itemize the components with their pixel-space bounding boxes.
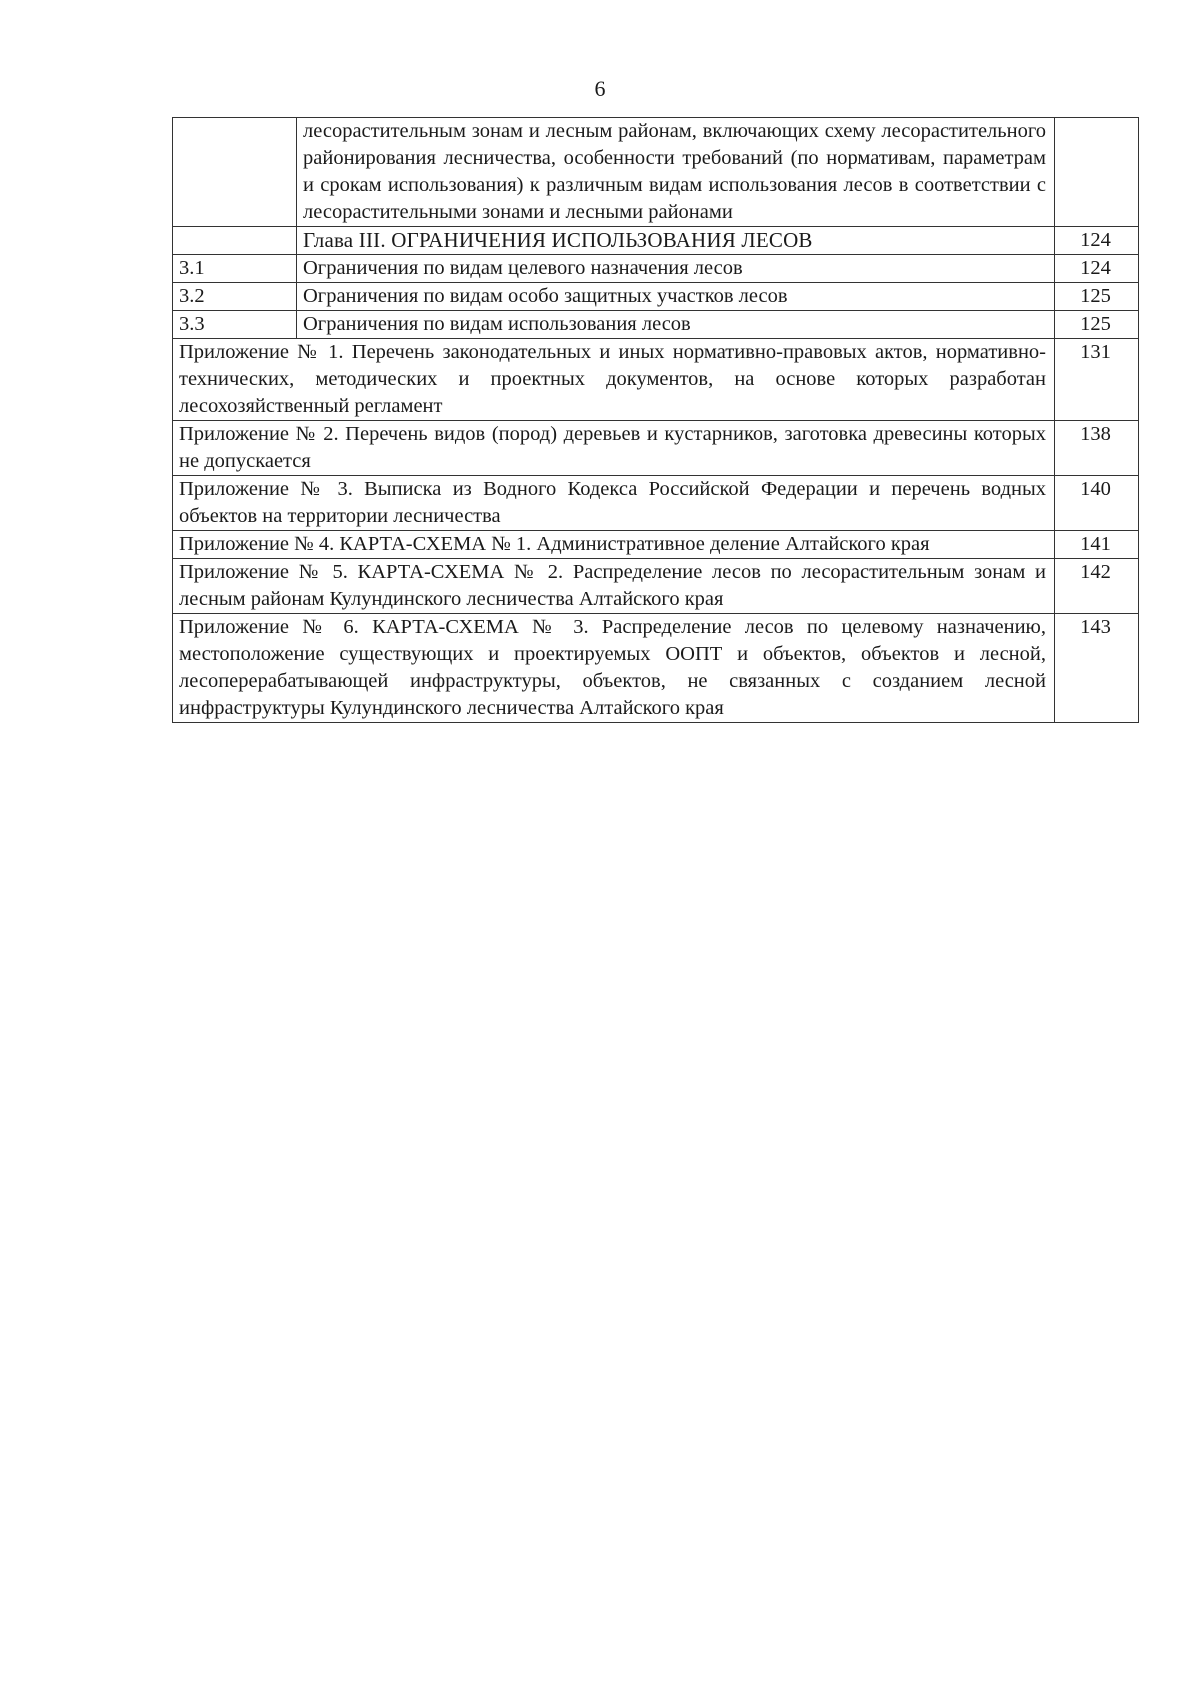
toc-appendix-text: Приложение № 3. Выписка из Водного Кодекса Российской Федерации и перечень водных объектов на территории лесничества bbox=[173, 476, 1055, 531]
toc-page-number: 124 bbox=[1055, 255, 1139, 283]
toc-page-number: 125 bbox=[1055, 311, 1139, 339]
toc-appendix-row bbox=[173, 559, 1139, 614]
toc-row bbox=[173, 227, 1139, 255]
toc-page-number: 131 bbox=[1055, 339, 1139, 421]
toc-page-number: 143 bbox=[1055, 614, 1139, 723]
toc-page-number: 124 bbox=[1055, 227, 1139, 255]
toc-section-number: 3.3 bbox=[173, 311, 297, 339]
toc-appendix-row bbox=[173, 614, 1139, 723]
toc-page-number bbox=[1055, 118, 1139, 227]
toc-section-number: 3.1 bbox=[173, 255, 297, 283]
toc-appendix-row bbox=[173, 421, 1139, 476]
toc-page-number: 125 bbox=[1055, 283, 1139, 311]
toc-appendix-text: Приложение № 6. КАРТА-СХЕМА № 3. Распределение лесов по целевому назначению, местоположение существующих и проектируемых ООПТ и объектов, объектов и лесной, лесоперерабатывающей инфраструктуры, объектов, не связанных с созданием лесной инфраструктуры Кулундинского лесничества Алтайского края bbox=[173, 614, 1055, 723]
toc-page-number: 141 bbox=[1055, 531, 1139, 559]
toc-section-number: 3.2 bbox=[173, 283, 297, 311]
toc-entry-text: Ограничения по видам особо защитных участков лесов bbox=[297, 283, 1055, 311]
toc-row bbox=[173, 283, 1139, 311]
toc-page-number: 138 bbox=[1055, 421, 1139, 476]
toc-section-number bbox=[173, 227, 297, 255]
toc-row bbox=[173, 255, 1139, 283]
toc-section-number bbox=[173, 118, 297, 227]
toc-appendix-row bbox=[173, 531, 1139, 559]
toc-appendix-text: Приложение № 4. КАРТА-СХЕМА № 1. Административное деление Алтайского края bbox=[173, 531, 1055, 559]
toc-appendix-text: Приложение № 5. КАРТА-СХЕМА № 2. Распределение лесов по лесорастительным зонам и лесным районам Кулундинского лесничества Алтайского края bbox=[173, 559, 1055, 614]
toc-appendix-text: Приложение № 1. Перечень законодательных и иных нормативно-правовых актов, нормативно-технических, методических и проектных документов, на основе которых разработан лесохозяйственный регламент bbox=[173, 339, 1055, 421]
toc-row bbox=[173, 118, 1139, 227]
toc-page-number: 142 bbox=[1055, 559, 1139, 614]
toc-chapter-heading: Глава III. ОГРАНИЧЕНИЯ ИСПОЛЬЗОВАНИЯ ЛЕСОВ bbox=[297, 227, 1055, 255]
toc-entry-text: Ограничения по видам целевого назначения лесов bbox=[297, 255, 1055, 283]
toc-row bbox=[173, 311, 1139, 339]
toc-entry-text: лесорастительным зонам и лесным районам, включающих схему лесорастительного районирования лесничества, особенности требований (по нормативам, параметрам и срокам использования) к различным видам использования лесов в соответствии с лесорастительными зонами и лесными районами bbox=[297, 118, 1055, 227]
toc-appendix-row bbox=[173, 476, 1139, 531]
page-number: 6 bbox=[594, 76, 606, 101]
toc-page-number: 140 bbox=[1055, 476, 1139, 531]
table-of-contents bbox=[172, 117, 1139, 723]
toc-appendix-row bbox=[173, 339, 1139, 421]
toc-appendix-text: Приложение № 2. Перечень видов (пород) деревьев и кустарников, заготовка древесины которых не допускается bbox=[173, 421, 1055, 476]
toc-entry-text: Ограничения по видам использования лесов bbox=[297, 311, 1055, 339]
